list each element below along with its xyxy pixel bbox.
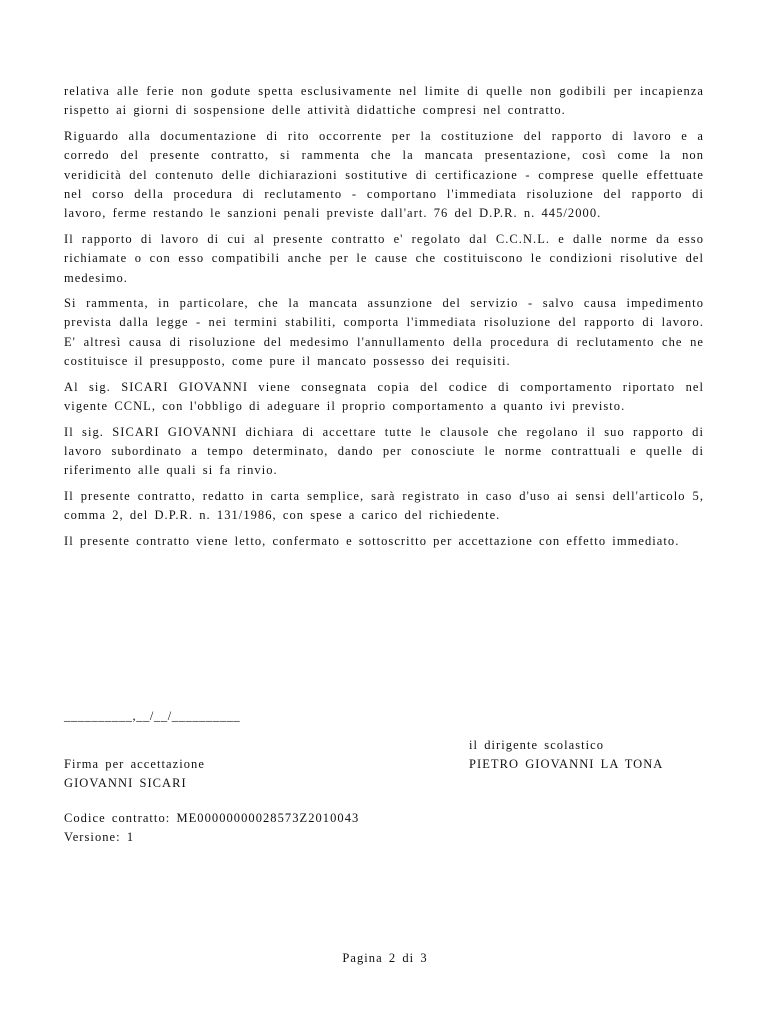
director-name: PIETRO GIOVANNI LA TONA [469,757,664,771]
acceptance-signature-label: Firma per accettazione [64,757,205,771]
paragraph-holiday: relativa alle ferie non godute spetta esclusivamente nel limite di quelle non godibili per incapienza rispetto ai giorni di sospensione delle attività didattiche compresi nel contratto. [64,84,704,118]
paragraph-confirmation: Il presente contratto viene letto, confermato e sottoscritto per accettazione con effetto immediato. [64,533,680,548]
paragraph-documentation: Riguardo alla documentazione di rito occorrente per la costituzione del rapporto di lavoro e a corredo del presente contratto, si rammenta che la mancata presentazione, così come la non veridicità del contenuto delle dichiarazioni sostitutive di certificazione - comprese quelle effettuate nel corso della procedura di reclutamento - comportano l'immediata risoluzione del rapporto di lavoro, ferme restando le sanzioni penali previste dall'art. 76 del D.P.R. n. 445/2000. [64,128,704,221]
paragraph-code-of-conduct: Al sig. SICARI GIOVANNI viene consegnata copia del codice di comportamento riportato nel vigente CCNL, con l'obbligo di adeguare il proprio comportamento a quanto ivi previsto. [64,379,704,414]
contract-version: Versione: 1 [64,830,135,844]
page-number: Pagina 2 di 3 [342,951,428,965]
director-role: il dirigente scolastico [469,738,605,752]
place-date-line: __________,__/__/__________ [64,709,241,723]
paragraph-regulation: Il rapporto di lavoro di cui al presente contratto e' regolato dal C.C.N.L. e dalle norme da esso richiamate o con esso compatibili anche per le cause che costituiscono le condizioni risolutive del medesimo. [64,231,704,285]
paragraph-termination: Si rammenta, in particolare, che la mancata assunzione del servizio - salvo causa impedimento prevista dalla legge - nei termini stabiliti, comporta l'immediata risoluzione del rapporto di lavoro. E' altresì causa di risoluzione del medesimo l'annullamento della procedura di reclutamento che ne costituisce il presupposto, come pure il mancato possesso dei requisiti. [64,296,704,369]
paragraph-registration: Il presente contratto, redatto in carta semplice, sarà registrato in caso d'uso ai sensi dell'articolo 5, comma 2, del D.P.R. n. 131/1986, con spese a carico del richiedente. [64,488,704,523]
contract-body [64,82,704,557]
contract-code: Codice contratto: ME00000000028573Z2010043 [64,811,360,825]
acceptance-signature-name: GIOVANNI SICARI [64,776,187,790]
paragraph-acceptance: Il sig. SICARI GIOVANNI dichiara di accettare tutte le clausole che regolano il suo rapporto di lavoro subordinato a tempo determinato, dando per conosciute le norme contrattuali e quelle di riferimento alle quali si fa rinvio. [64,424,704,478]
